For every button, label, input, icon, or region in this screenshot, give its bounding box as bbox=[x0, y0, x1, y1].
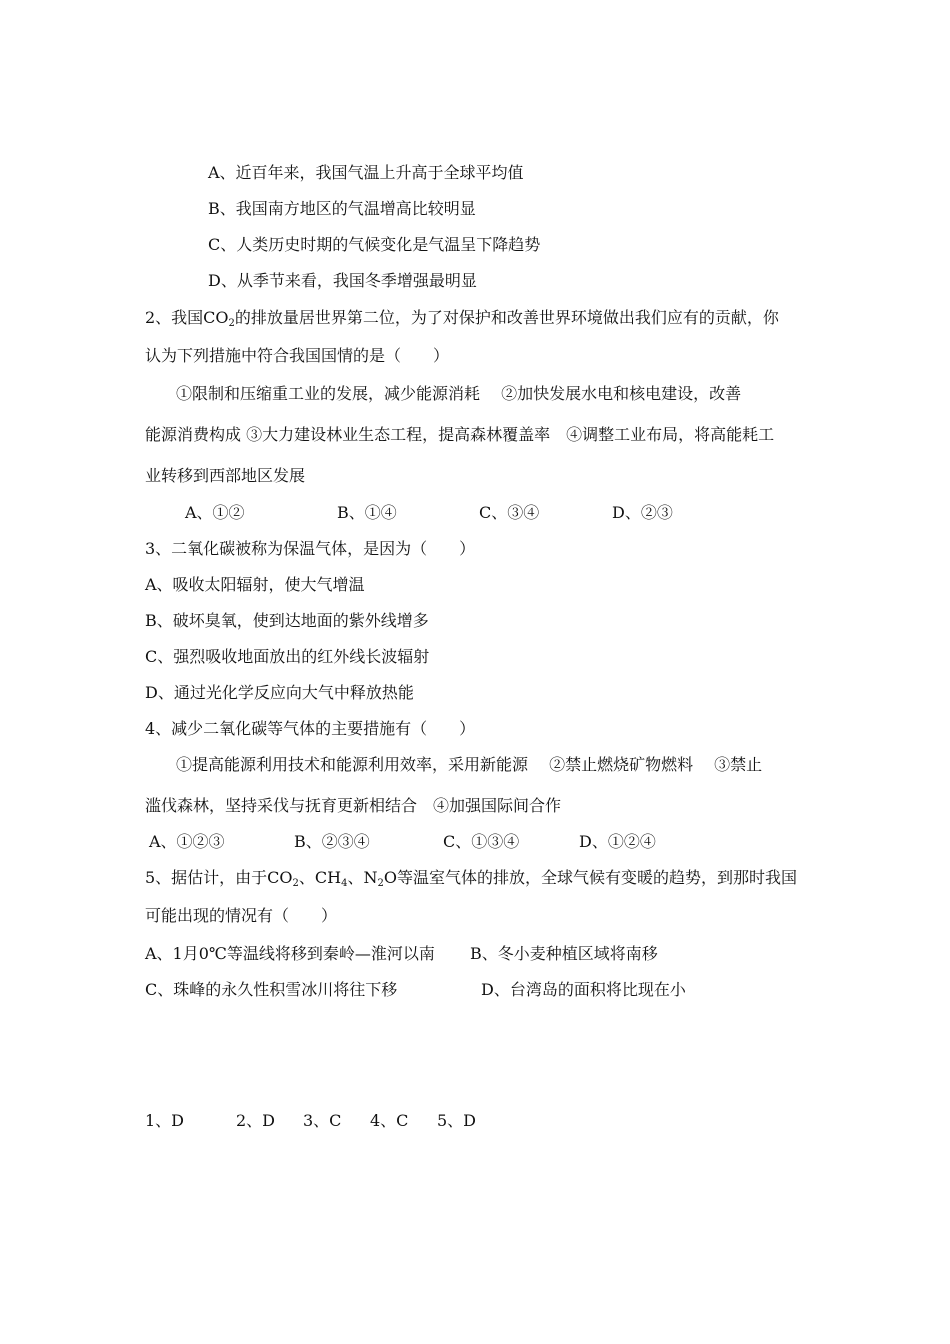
q2-choice-c: C、③④ bbox=[479, 503, 540, 522]
q5-stem-c: 、N bbox=[347, 868, 378, 887]
q4-measures-line2: 滥伐森林，坚持采伐与抚育更新相结合 ④加强国际间合作 bbox=[145, 796, 562, 815]
q2-choice-b: B、①④ bbox=[337, 503, 397, 522]
q3-option-a: A、吸收太阳辐射，使大气增温 bbox=[145, 575, 365, 594]
q4-choice-c: C、①③④ bbox=[443, 832, 520, 851]
q3-stem: 3、二氧化碳被称为保温气体，是因为（ ） bbox=[145, 539, 476, 558]
q2-choices bbox=[0, 503, 950, 523]
answer-1: 1、D bbox=[145, 1111, 185, 1130]
q5-option-d: D、台湾岛的面积将比现在小 bbox=[481, 980, 686, 999]
answer-5: 5、D bbox=[437, 1111, 477, 1130]
q5-options-row1 bbox=[0, 944, 950, 964]
q1-option-b: B、我国南方地区的气温增高比较明显 bbox=[208, 199, 476, 218]
q5-stem bbox=[145, 868, 797, 888]
q4-choice-a: A、①②③ bbox=[149, 832, 225, 851]
q5-stem-a: 5、据估计，由于CO bbox=[145, 868, 293, 887]
q2-stem-start: 2、我国CO bbox=[145, 308, 229, 327]
q5-stem-d: O等温室气体的排放，全球气候有变暖的趋势，到那时我国 bbox=[383, 868, 798, 887]
q5-option-a: A、1月0℃等温线将移到秦岭—淮河以南 bbox=[145, 944, 435, 963]
q5-option-b: B、冬小麦种植区域将南移 bbox=[470, 944, 658, 963]
q1-option-d: D、从季节来看，我国冬季增强最明显 bbox=[208, 271, 477, 290]
q2-stem-rest: 的排放量居世界第二位，为了对保护和改善世界环境做出我们应有的贡献，你 bbox=[234, 308, 779, 327]
q4-stem: 4、减少二氧化碳等气体的主要措施有（ ） bbox=[145, 719, 476, 738]
q4-choice-b: B、②③④ bbox=[294, 832, 370, 851]
answer-2: 2、D bbox=[236, 1111, 276, 1130]
q4-measures-line1: ①提高能源利用技术和能源利用效率，采用新能源 ②禁止燃烧矿物燃料 ③禁止 bbox=[176, 755, 763, 774]
answer-4: 4、C bbox=[370, 1111, 409, 1130]
q3-option-b: B、破坏臭氧，使到达地面的紫外线增多 bbox=[145, 611, 429, 630]
q2-choice-d: D、②③ bbox=[612, 503, 673, 522]
q4-choice-d: D、①②④ bbox=[579, 832, 656, 851]
q2-measures-line3: 业转移到西部地区发展 bbox=[145, 466, 306, 485]
q5-sub-n2o: 2 bbox=[377, 878, 384, 889]
q3-option-c: C、强烈吸收地面放出的红外线长波辐射 bbox=[145, 647, 430, 666]
q5-sub-ch4: 4 bbox=[341, 878, 348, 889]
q2-choice-a: A、①② bbox=[185, 503, 245, 522]
q5-stem-b: 、CH bbox=[298, 868, 342, 887]
answer-key bbox=[0, 1111, 950, 1131]
q3-option-d: D、通过光化学反应向大气中释放热能 bbox=[145, 683, 414, 702]
q2-stem-subscript: 2 bbox=[228, 318, 235, 329]
q5-sub-co2: 2 bbox=[292, 878, 299, 889]
q5-options-row2 bbox=[0, 980, 950, 1000]
answer-3: 3、C bbox=[303, 1111, 342, 1130]
q2-stem bbox=[145, 308, 779, 328]
q2-measures-line1: ①限制和压缩重工业的发展，减少能源消耗 ②加快发展水电和核电建设，改善 bbox=[176, 384, 742, 403]
q2-stem-line2: 认为下列措施中符合我国国情的是（ ） bbox=[145, 346, 450, 365]
q1-option-c: C、人类历史时期的气候变化是气温呈下降趋势 bbox=[208, 235, 541, 254]
q1-option-a: A、近百年来，我国气温上升高于全球平均值 bbox=[208, 163, 524, 182]
q5-stem-line2: 可能出现的情况有（ ） bbox=[145, 906, 338, 925]
q2-measures-line2: 能源消费构成 ③大力建设林业生态工程，提高森林覆盖率 ④调整工业布局，将高能耗工 bbox=[145, 425, 775, 444]
q4-choices bbox=[0, 832, 950, 852]
q5-option-c: C、珠峰的永久性积雪冰川将往下移 bbox=[145, 980, 398, 999]
